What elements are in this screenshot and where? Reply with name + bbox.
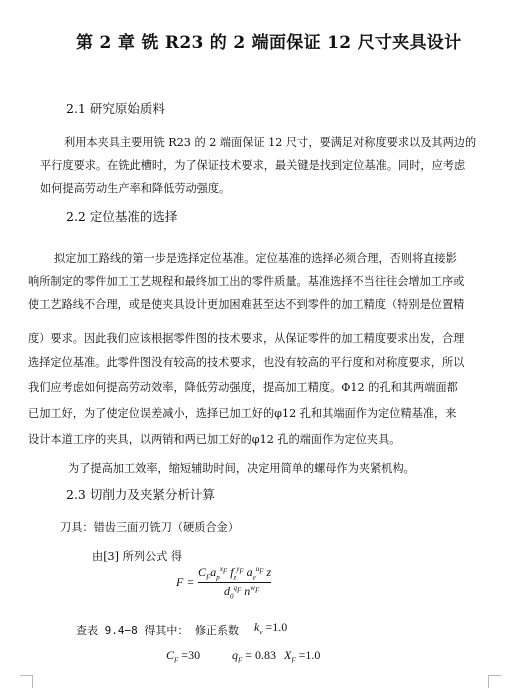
cutting-force-formula xyxy=(198,565,271,599)
tool-line: 刀具：错齿三面刃铣刀（硬质合金） xyxy=(60,521,240,534)
paragraph-line: 如何提高劳动生产率和降低劳动强度。 xyxy=(40,182,231,195)
paragraph-line: 度）要求。因此我们应该根据零件图的技术要求，从保证零件的加工精度要求出发，合理 xyxy=(28,332,465,345)
xf-value: =1.0 xyxy=(298,648,321,662)
correction-factor: $k_v =1.0$ xyxy=(254,620,288,637)
coefficient-cf: $C_F =30$ xyxy=(166,648,201,665)
crop-mark-bottom-left xyxy=(20,675,33,688)
fraction-bar xyxy=(198,582,271,583)
coefficient-qf: $q_F = 0.83$ xyxy=(232,648,277,665)
formula-lhs: F = xyxy=(176,575,195,589)
paragraph-line: 为了提高加工效率，缩短辅助时间，决定用简单的螺母作为夹紧机构。 xyxy=(68,462,415,475)
formula-denominator: $d_0^{q_F}$ $n^{w_F}$ xyxy=(223,584,260,601)
formula-numerator: $C_Fa_p^{x_F}$ $f_z^{y_F}$ $a_e^{u_F}$ z xyxy=(198,565,272,582)
paragraph-line: 我们应考虑如何提高劳动效率，降低劳动强度，提高加工精度。Φ12 的孔和其两端面都 xyxy=(28,381,458,394)
paragraph-line: 使工艺路线不合理，或是使夹具设计更加困难甚至达不到零件的加工精度（特别是位置精 xyxy=(28,298,465,311)
formula-intro: 由[3] 所列公式 得 xyxy=(92,550,183,563)
section-heading-2-2: 2.2 定位基准的选择 xyxy=(66,209,178,224)
kv-value: =1.0 xyxy=(265,620,288,634)
table-reference: 查表 9.4−8 得其中： 修正系数 xyxy=(76,624,239,637)
crop-mark-bottom-right xyxy=(488,675,501,688)
paragraph-line: 选择定位基准。此零件图没有较高的技术要求，也没有较高的平行度和对称度要求，所以 xyxy=(28,356,465,369)
cf-value: =30 xyxy=(181,648,201,662)
paragraph-line: 已加工好，为了使定位误差减小，选择已加工好的φ12 孔和其端面作为定位精基准，来 xyxy=(28,407,457,420)
paragraph-line: 响所制定的零件加工工艺规程和最终加工出的零件质量。基准选择不当往往会增加工序或 xyxy=(28,275,465,288)
paragraph-line: 平行度要求。在铣此槽时，为了保证技术要求，最关键是找到定位基准。同时，应考虑 xyxy=(40,159,466,172)
section-heading-2-3: 2.3 切削力及夹紧分析计算 xyxy=(66,487,215,502)
section-heading-2-1: 2.1 研究原始质料 xyxy=(66,101,165,116)
paragraph-line: 拟定加工路线的第一步是选择定位基准。定位基准的选择必须合理，否则将直接影 xyxy=(54,252,457,265)
page-title: 第 2 章 铣 R23 的 2 端面保证 12 尺寸夹具设计 xyxy=(76,33,462,53)
paragraph-line: 利用本夹具主要用铣 R23 的 2 端面保证 12 尺寸，要满足对称度要求以及其两边的 xyxy=(64,136,477,149)
paragraph-line: 设计本道工序的夹具，以两销和两已加工好的φ12 孔的端面作为定位夹具。 xyxy=(28,433,401,446)
qf-value: = 0.83 xyxy=(245,648,277,662)
coefficient-xf: $X_F =1.0$ xyxy=(284,648,321,665)
